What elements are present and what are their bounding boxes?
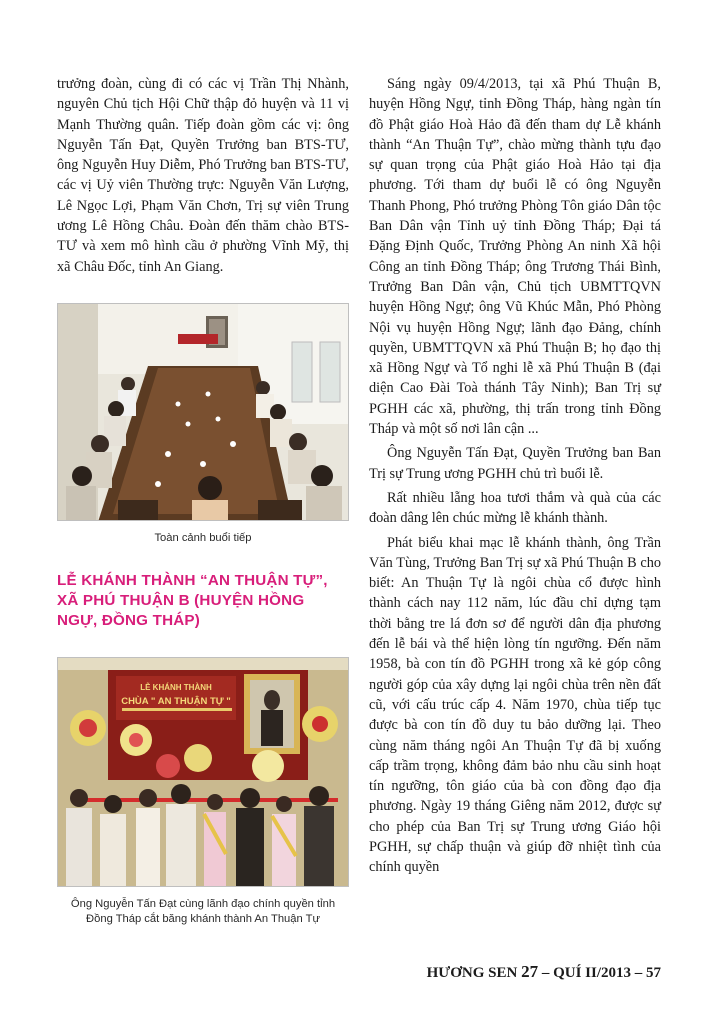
photo-ribbon-cutting-caption: Ông Nguyễn Tấn Đạt cùng lãnh đạo chính quyền tỉnh Đồng Tháp cắt băng khánh thành An Thuận Tự	[70, 898, 336, 925]
section-heading: LỄ KHÁNH THÀNH “AN THUẬN TỰ”, XÃ PHÚ THUẬN B (HUYỆN HỒNG NGỰ, ĐỒNG THÁP)	[57, 572, 328, 630]
page-number: 57	[646, 965, 661, 981]
photo-reception	[57, 303, 349, 521]
magazine-name: HƯƠNG SEN	[426, 965, 518, 981]
right-paragraph-4: Phát biểu khai mạc lễ khánh thành, ông Trần Văn Tùng, Trưởng Ban Trị sự xã Phú Thuận B cho biết: An Thuận Tự là ngôi chùa cổ được hình thành cách nay 112 năm, lúc đầu chỉ dựng tạm thời bằng tre lá đơn sơ để người dân địa phương đến lễ bái và thể hiện lòng tín ngưỡng. Đến năm 1958, bà con tín đồ PGHH trong xã kẻ góp công người góp của xây dựng lại ngôi chùa trên nền đất cũ, với cấu trúc cấp 4. Năm 1970, chùa tiếp tục được bà con tín đồ duy tu bảo dưỡng lại. Theo cùng năm tháng ngôi An Thuận Tự đã bị xuống cấp trầm trọng, không đảm bảo nhu cầu sinh hoạt tín ngưỡng, tôn giáo của bà con đồng đạo địa phương. Ngày 19 tháng Giêng năm 2012, được sự cho phép của Ban Trị sự Trung ương Giáo hội PGHH, sự chấp thuận và giúp đỡ nhiệt tình của chính quyền	[369, 534, 661, 876]
photo-reception-caption: Toàn cảnh buổi tiếp	[154, 531, 252, 544]
left-column	[57, 74, 349, 926]
page-footer	[0, 962, 718, 982]
left-paragraph-1: trưởng đoàn, cùng đi có các vị Trần Thị Nhành, nguyên Chủ tịch Hội Chữ thập đỏ huyện và 11 vị Mạnh Thường quân. Tiếp đoàn gồm các vị: ông Nguyễn Tấn Đạt, Quyền Trưởng ban BTS-TƯ, ông Nguyễn Huy Diễm, Phó Trưởng ban BTS-TƯ, các vị Uỷ viên Thường trực: Nguyễn Văn Lượng, Lê Ngọc Lợi, Phạm Văn Chơn, Trị sự viên Trung ương Lê Hồng Châu. Đoàn đến thăm chào BTS-TƯ và xem mô hình cầu ở phường Vĩnh Mỹ, thị xã Châu Đốc, tỉnh An Giang.	[57, 76, 349, 275]
right-paragraph-3: Rất nhiều lẵng hoa tươi thắm và quà của các đoàn dâng lên chúc mừng lễ khánh thành.	[369, 489, 661, 527]
banner-line-2: CHÙA " AN THUẬN TỰ "	[121, 696, 231, 708]
banner-line-1: LỄ KHÁNH THÀNH	[140, 683, 212, 693]
issue-quarter: – QUÍ II/2013 –	[541, 965, 643, 981]
right-paragraph-1: Sáng ngày 09/4/2013, tại xã Phú Thuận B, huyện Hồng Ngự, tỉnh Đồng Tháp, hàng ngàn tín đồ Phật giáo Hoà Hảo đã đến tham dự Lễ khánh thành “An Thuận Tự”, chào mừng thành tựu đạo sự quan trọng của Phật giáo Hoà Hảo tại địa phương. Tới tham dự buổi lễ có ông Nguyễn Thanh Phong, Phó trưởng Phòng Tôn giáo Dân tộc Ban Dân vận Tỉnh uỷ tỉnh Đồng Tháp; Đại tá Đặng Định Quốc, Trưởng Phòng An ninh Xã hội Công an tỉnh Đồng Tháp; ông Trương Thái Bình, Trưởng Ban Dân vận, Chủ tịch UBMTTQVN huyện Hồng Ngự; ông Vũ Khúc Mẫn, Phó Phòng Nội vụ huyện Hồng Ngự; lãnh đạo Đảng, chính quyền, UBMTTQVN xã Phú Thuận B; họ đạo thị xã Hồng Ngự và Tổ nghi lễ xã Phú Thuận B (đại diện Cao Đài Toà thánh Tây Ninh); Ban Trị sự PGHH các xã, phường, thị trấn trong tỉnh Đồng Tháp và một số nơi lân cận ...	[369, 76, 661, 438]
issue-number: 27	[521, 962, 539, 981]
photo-ribbon-cutting	[57, 657, 349, 887]
right-column	[369, 74, 661, 878]
right-paragraph-2: Ông Nguyễn Tấn Đạt, Quyền Trưởng ban Ban Trị sự Trung ương PGHH chủ trì buổi lễ.	[369, 445, 661, 482]
